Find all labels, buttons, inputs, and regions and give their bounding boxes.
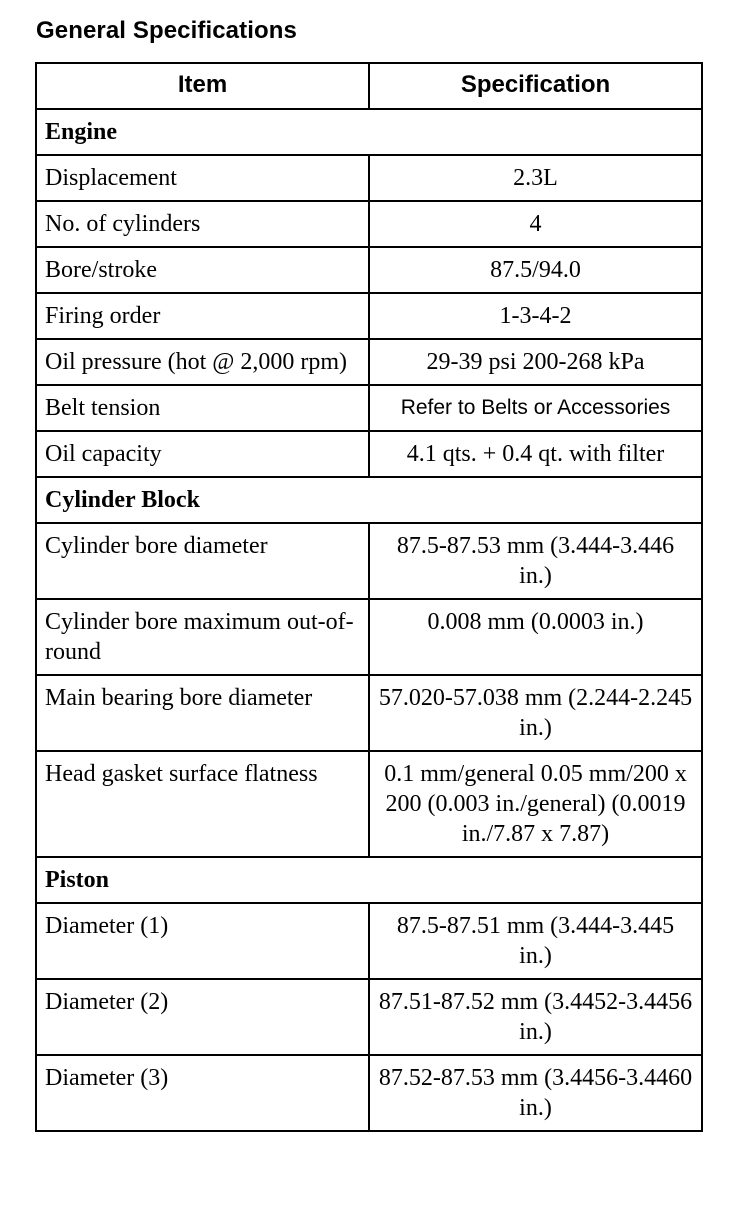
section-row xyxy=(36,857,702,903)
column-header-specification: Specification xyxy=(369,63,702,109)
item-cell: Cylinder bore diameter xyxy=(36,523,369,599)
item-cell: Belt tension xyxy=(36,385,369,431)
table-row xyxy=(36,155,702,201)
table-row xyxy=(36,523,702,599)
value-cell: 87.52-87.53 mm (3.4456-3.4460 in.) xyxy=(369,1055,702,1131)
table-row xyxy=(36,293,702,339)
item-cell: Diameter (3) xyxy=(36,1055,369,1131)
item-cell: No. of cylinders xyxy=(36,201,369,247)
section-piston: Piston xyxy=(36,857,702,903)
table-row xyxy=(36,903,702,979)
page-title: General Specifications xyxy=(36,17,297,44)
column-header-item: Item xyxy=(36,63,369,109)
item-cell: Main bearing bore diameter xyxy=(36,675,369,751)
value-cell: 4.1 qts. + 0.4 qt. with filter xyxy=(369,431,702,477)
specifications-table xyxy=(35,62,703,1132)
table-row xyxy=(36,201,702,247)
section-row xyxy=(36,477,702,523)
value-cell: 0.008 mm (0.0003 in.) xyxy=(369,599,702,675)
item-cell: Cylinder bore maximum out-of-round xyxy=(36,599,369,675)
value-cell: 0.1 mm/general 0.05 mm/200 x 200 (0.003 in./general) (0.0019 in./7.87 x 7.87) xyxy=(369,751,702,857)
value-cell: 87.5-87.53 mm (3.444-3.446 in.) xyxy=(369,523,702,599)
table-row xyxy=(36,675,702,751)
item-cell: Oil capacity xyxy=(36,431,369,477)
value-cell: 29-39 psi 200-268 kPa xyxy=(369,339,702,385)
value-cell: 2.3L xyxy=(369,155,702,201)
value-cell: 57.020-57.038 mm (2.244-2.245 in.) xyxy=(369,675,702,751)
table-row xyxy=(36,431,702,477)
table-row xyxy=(36,385,702,431)
value-cell: 87.5-87.51 mm (3.444-3.445 in.) xyxy=(369,903,702,979)
section-cylinder-block: Cylinder Block xyxy=(36,477,702,523)
section-engine: Engine xyxy=(36,109,702,155)
item-cell: Diameter (1) xyxy=(36,903,369,979)
value-cell: 1-3-4-2 xyxy=(369,293,702,339)
table-row xyxy=(36,599,702,675)
table-header-row xyxy=(36,63,702,109)
item-cell: Displacement xyxy=(36,155,369,201)
item-cell: Head gasket surface flatness xyxy=(36,751,369,857)
item-cell: Diameter (2) xyxy=(36,979,369,1055)
table-row xyxy=(36,979,702,1055)
item-cell: Oil pressure (hot @ 2,000 rpm) xyxy=(36,339,369,385)
table-row xyxy=(36,247,702,293)
section-row xyxy=(36,109,702,155)
value-cell: 4 xyxy=(369,201,702,247)
table-row xyxy=(36,339,702,385)
item-cell: Firing order xyxy=(36,293,369,339)
value-cell: Refer to Belts or Accessories xyxy=(369,385,702,431)
value-cell: 87.5/94.0 xyxy=(369,247,702,293)
table-row xyxy=(36,1055,702,1131)
item-cell: Bore/stroke xyxy=(36,247,369,293)
value-cell: 87.51-87.52 mm (3.4452-3.4456 in.) xyxy=(369,979,702,1055)
table-row xyxy=(36,751,702,857)
